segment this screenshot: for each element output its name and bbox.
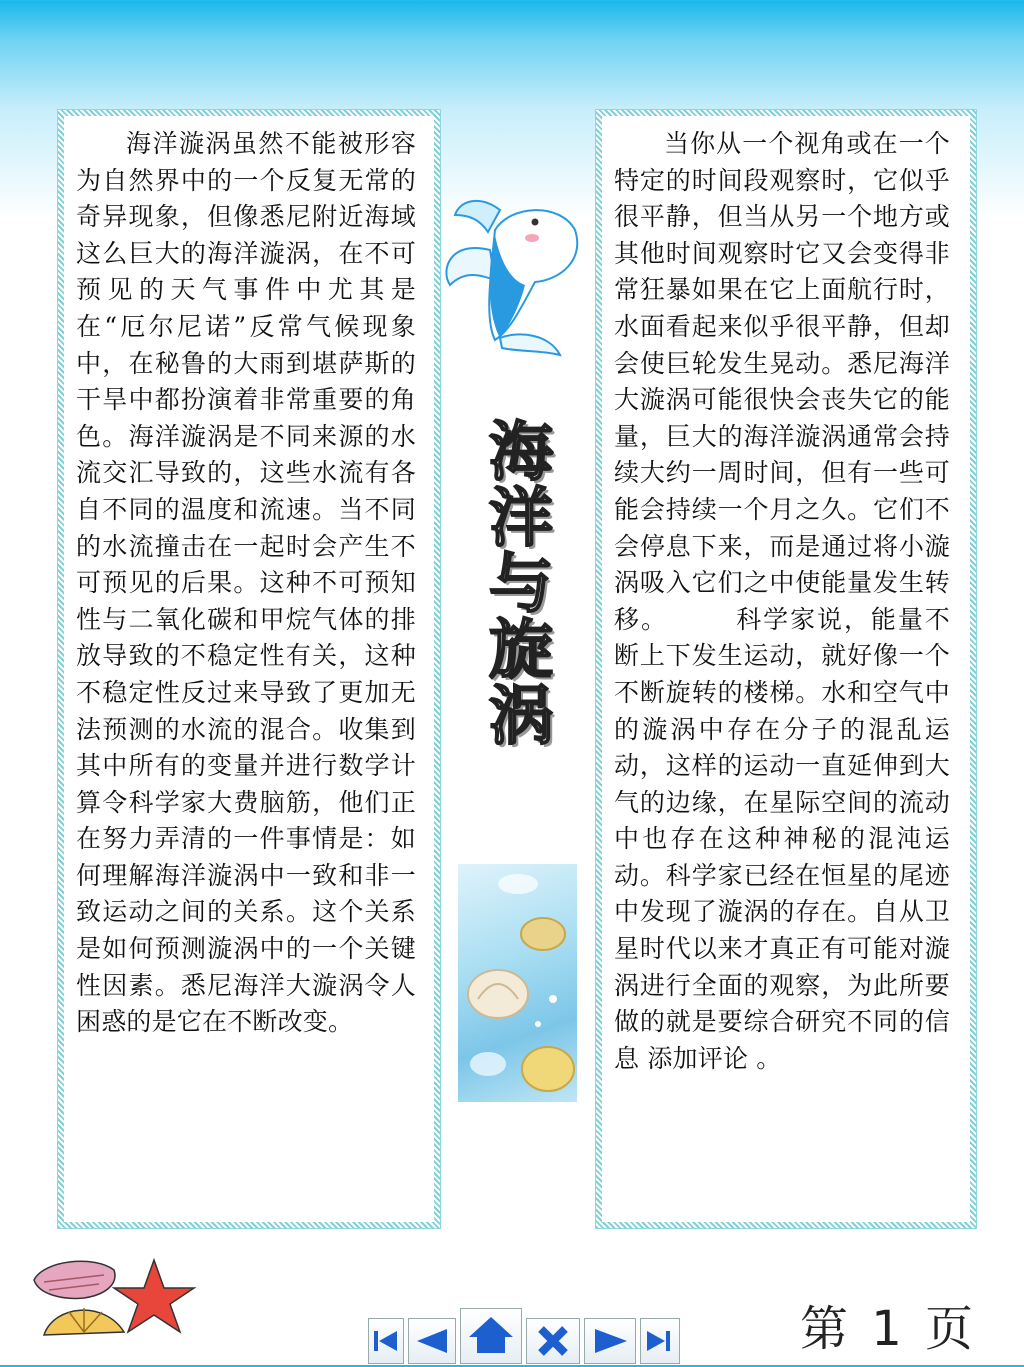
close-button[interactable] [526, 1318, 580, 1364]
home-button[interactable] [460, 1308, 522, 1364]
page-number: 第 1 页 [800, 1301, 978, 1357]
next-slide-button[interactable] [584, 1318, 636, 1364]
page-title: 海洋与旋涡 [489, 416, 553, 754]
fish-illustration [440, 190, 585, 364]
left-column-text: 海洋漩涡虽然不能被形容为自然界中的一个反复无常的奇异现象，但像悉尼附近海域这么巨大的海洋漩涡，在不可预见的天气事件中尤其是在“厄尔尼诺”反常气候现象中，在秘鲁的大雨到堪萨斯的干旱中都扮演着非常重要的角色。海洋漩涡是不同来源的水流交汇导致的，这些水流有各自不同的温度和流速。当不同的水流撞击在一起时会产生不可预见的后果。这种不可预知性与二氧化碳和甲烷气体的排放导致的不稳定性有关，这种不稳定性反过来导致了更加无法预测的水流的混合。收集到其中所有的变量并进行数学计算令科学家大费脑筋，他们正在努力弄清的一件事情是：如何理解海洋漩涡中一致和非一致运动之间的关系。这个关系是如何预测漩涡中的一个关键性因素。悉尼海洋大漩涡令人困惑的是它在不断改变。 [76, 129, 416, 1037]
left-text-column [58, 110, 440, 1228]
slide-navigation [368, 1308, 684, 1364]
previous-icon [409, 1319, 455, 1363]
next-icon [585, 1319, 635, 1363]
right-text-column [596, 110, 976, 1228]
previous-slide-button[interactable] [408, 1318, 456, 1364]
seashell-photo [458, 864, 577, 1102]
first-slide-button[interactable] [368, 1318, 404, 1364]
last-icon [641, 1319, 679, 1363]
right-column-text: 当你从一个视角或在一个特定的时间段观察时，它似乎很平静，但当从另一个地方或其他时间观察时它又会变得非常狂暴如果在它上面航行时，水面看起来似乎很平静，但却会使巨轮发生晃动。悉尼海洋大漩涡可能很快会丧失它的能量，巨大的海洋漩涡通常会持续大约一周时间，但有一些可能会持续一个月之久。它们不会停息下来，而是通过将小漩涡吸入它们之中使能量发生转移。 科学家说，能量不断上下发生运动，就好像一个不断旋转的楼梯。水和空气中的漩涡中存在分子的混乱运动，这样的运动一直延伸到大气的边缘，在星际空间的流动中也存在这种神秘的混沌运动。科学家已经在恒星的尾迹中发现了漩涡的存在。自从卫星时代以来才真正有可能对漩涡进行全面的观察，为此所要做的就是要综合研究不同的信息 添加评论 。 [614, 129, 950, 1073]
seashell-starfish-decoration [24, 1240, 214, 1364]
first-icon [369, 1319, 403, 1363]
last-slide-button[interactable] [640, 1318, 680, 1364]
close-icon [527, 1319, 579, 1363]
home-icon [461, 1309, 521, 1363]
